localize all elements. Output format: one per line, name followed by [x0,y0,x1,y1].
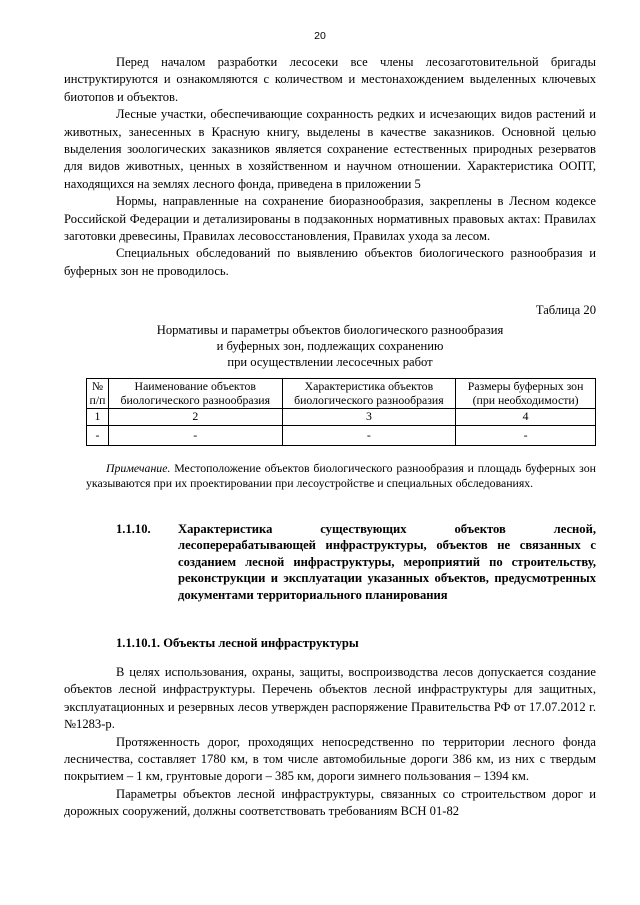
page-number: 20 [314,30,326,42]
header-buffer-zone-size: Размеры буферных зон (при необходимости) [456,379,596,409]
paragraph: Протяженность дорог, проходящих непосредственно по территории лесного фонда лесничества, составляет 1780 км, в том числе автомобильные дороги 386 км, из них с твердым покрытием – 1 км, грунтовые дороги – 385 км, дороги зимнего пользования – 1394 км. [64,734,596,784]
paragraph: Перед началом разработки лесосеки все члены лесозаготовительной бригады инструктируются и ознакомляются с количеством и местонахождением выделенных ключевых биотопов и объектов. [64,55,596,104]
table-cell: - [456,426,596,446]
table-header-row [87,379,596,409]
note-text: Местоположение объектов биологического разнообразия и площадь буферных зон указываются при их проектировании при лесоустройстве и специальных обследованиях. [86,461,596,490]
subsection-heading: 1.1.10.1. Объекты лесной инфраструктуры [116,636,359,650]
paragraph: Параметры объектов лесной инфраструктуры, связанных со строительством дорог и дорожных сооружений, должны соответствовать требованиям ВСН 01-82 [64,786,596,819]
section-title: Характеристика существующих объектов лесной, лесоперерабатывающей инфраструктуры, объектов не связанных с созданием лесной инфраструктуры, мероприятий по строительству, реконструкции и эксплуатации указанных объектов, предусмотренных документами территориального планирования [178,522,596,602]
header-object-characteristic: Характеристика объектов биологического разнообразия [282,379,456,409]
table-title [64,322,596,370]
table-index-row [87,409,596,426]
table-note [86,461,596,491]
table-label: Таблица 20 [535,303,596,317]
table-cell: 1 [87,409,109,426]
table-cell: - [108,426,282,446]
paragraph: Специальных обследований по выявлению объектов биологического разнообразия и буферных зон не проводилось. [64,246,596,278]
header-object-name: Наименование объектов биологического разнообразия [108,379,282,409]
note-label: Примечание. [106,461,171,475]
table-title-line: при осуществлении лесосечных работ [227,355,433,369]
table-cell: 4 [456,409,596,426]
biodiversity-table [86,378,596,446]
table-cell: 3 [282,409,456,426]
paragraph: В целях использования, охраны, защиты, воспроизводства лесов допускается создание объектов лесной инфраструктуры. Перечень объектов лесной инфраструктуры для защитных, эксплуатационных и резервных лесов утвержден распоряжение Правительства РФ от 17.07.2012 г. №1283-р. [64,665,596,732]
table-cell: 2 [108,409,282,426]
intro-text [64,54,596,280]
table-cell: - [87,426,109,446]
section-heading [116,521,596,603]
table-title-line: Нормативы и параметры объектов биологического разнообразия [156,323,504,337]
header-number: № п/п [87,379,109,409]
table-row [87,426,596,446]
paragraph: Лесные участки, обеспечивающие сохранность редких и исчезающих видов растений и животных, занесенных в Красную книгу, выделены в качестве заказников. Основной целью выделения зоологических заказников является сохранение естественных природных резерватов для видов животных, ценных в хозяйственном и научном отношении. Характеристика ООПТ, находящихся на землях лесного фонда, приведена в приложении 5 [64,107,596,191]
section-number: 1.1.10. [116,522,151,536]
body-text [64,664,596,821]
paragraph: Нормы, направленные на сохранение биоразнообразия, закреплены в Лесном кодексе Российской Федерации и детализированы в подзаконных нормативных правовых актах: Правилах заготовки древесины, Правилах лесовосстановления, Правилах ухода за лесом. [64,194,596,244]
table-title-line: и буферных зон, подлежащих сохранению [216,339,444,353]
table-cell: - [282,426,456,446]
